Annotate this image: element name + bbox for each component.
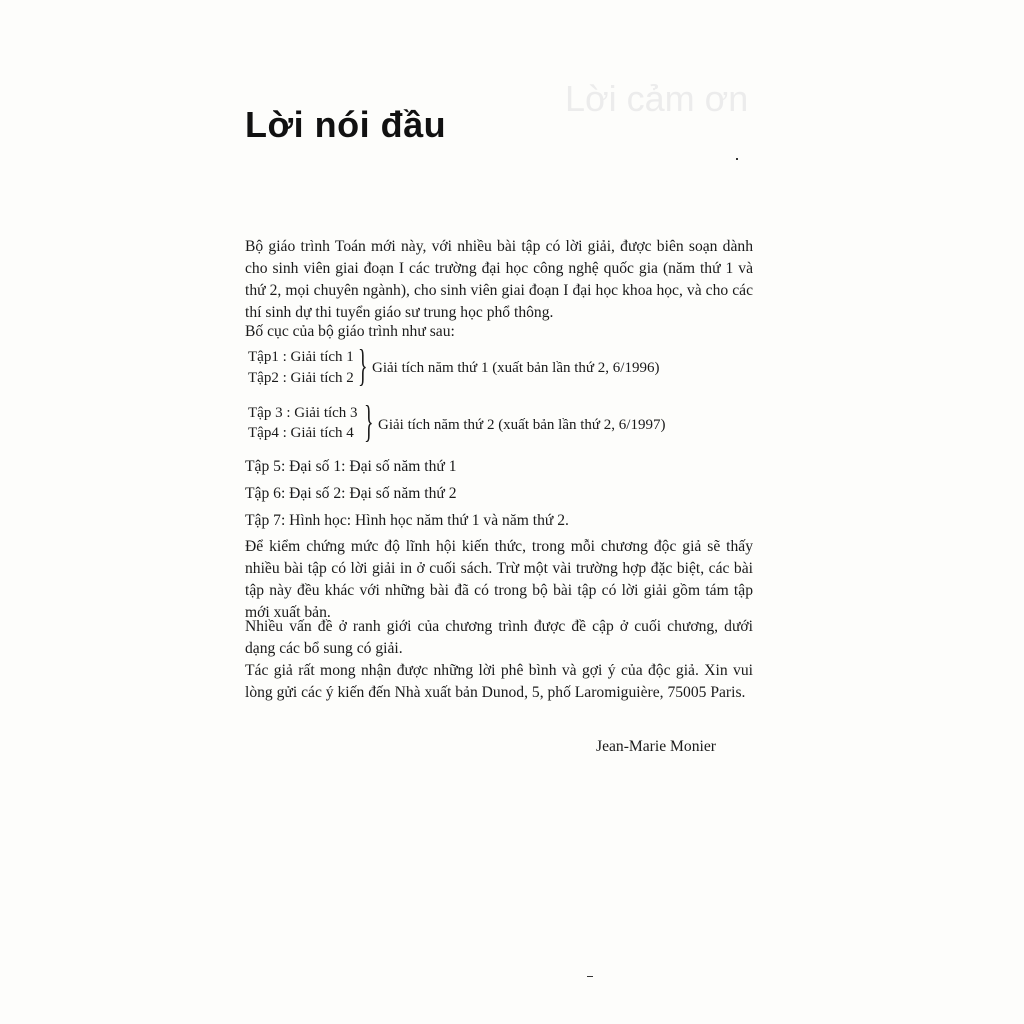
brace-group-1: } xyxy=(358,341,368,390)
structure-intro: Bố cục của bộ giáo trình như sau: xyxy=(245,323,455,340)
brace-group-2: } xyxy=(364,397,374,446)
volume-5-line: Tập 5: Đại số 1: Đại số năm thứ 1 xyxy=(245,458,457,475)
volume-7-line: Tập 7: Hình học: Hình học năm thứ 1 và năm thứ 2. xyxy=(245,512,569,529)
exercises-paragraph: Để kiểm chứng mức độ lĩnh hội kiến thức, trong mỗi chương độc giả sẽ thấy nhiều bài tập có lời giải in ở cuối sách. Trừ một vài trường hợp đặc biệt, các bài tập này đều khác với những bài đã có trong bộ bài tập có lời giải gồm tám tập mới xuất bản. xyxy=(245,538,753,621)
volume-3-label: Tập 3 : Giải tích 3 xyxy=(248,405,358,421)
group-1-description: Giải tích năm thứ 1 (xuất bản lần thứ 2, 6/1996) xyxy=(372,360,660,376)
scan-speck xyxy=(587,976,593,977)
group-2-description: Giải tích năm thứ 2 (xuất bản lần thứ 2, 6/1997) xyxy=(378,417,666,433)
scan-speck xyxy=(736,158,738,160)
feedback-paragraph: Tác giả rất mong nhận được những lời phê bình và gợi ý của độc giả. Xin vui lòng gửi các ý kiến đến Nhà xuất bản Dunod, 5, phố Laromiguière, 75005 Paris. xyxy=(245,662,753,701)
volume-2-label: Tập2 : Giải tích 2 xyxy=(248,370,354,386)
page-title: Lời nói đầu xyxy=(245,104,447,145)
volume-4-label: Tập4 : Giải tích 4 xyxy=(248,425,354,441)
intro-paragraph: Bộ giáo trình Toán mới này, với nhiều bài tập có lời giải, được biên soạn dành cho sinh viên giai đoạn I các trường đại học công nghệ quốc gia (năm thứ 1 và thứ 2, mọi chuyên ngành), cho sinh viên giai đoạn I đại học khoa học, và cho các thí sinh dự thi tuyển giáo sư trung học phổ thông. xyxy=(245,238,753,321)
bleed-through-title: Lời cảm ơn xyxy=(565,78,749,119)
volume-6-line: Tập 6: Đại số 2: Đại số năm thứ 2 xyxy=(245,485,457,502)
supplements-paragraph: Nhiều vấn đề ở ranh giới của chương trình được đề cập ở cuối chương, dưới dạng các bổ sung có giải. xyxy=(245,618,753,657)
author-signature: Jean-Marie Monier xyxy=(596,738,716,755)
volume-1-label: Tập1 : Giải tích 1 xyxy=(248,349,354,365)
